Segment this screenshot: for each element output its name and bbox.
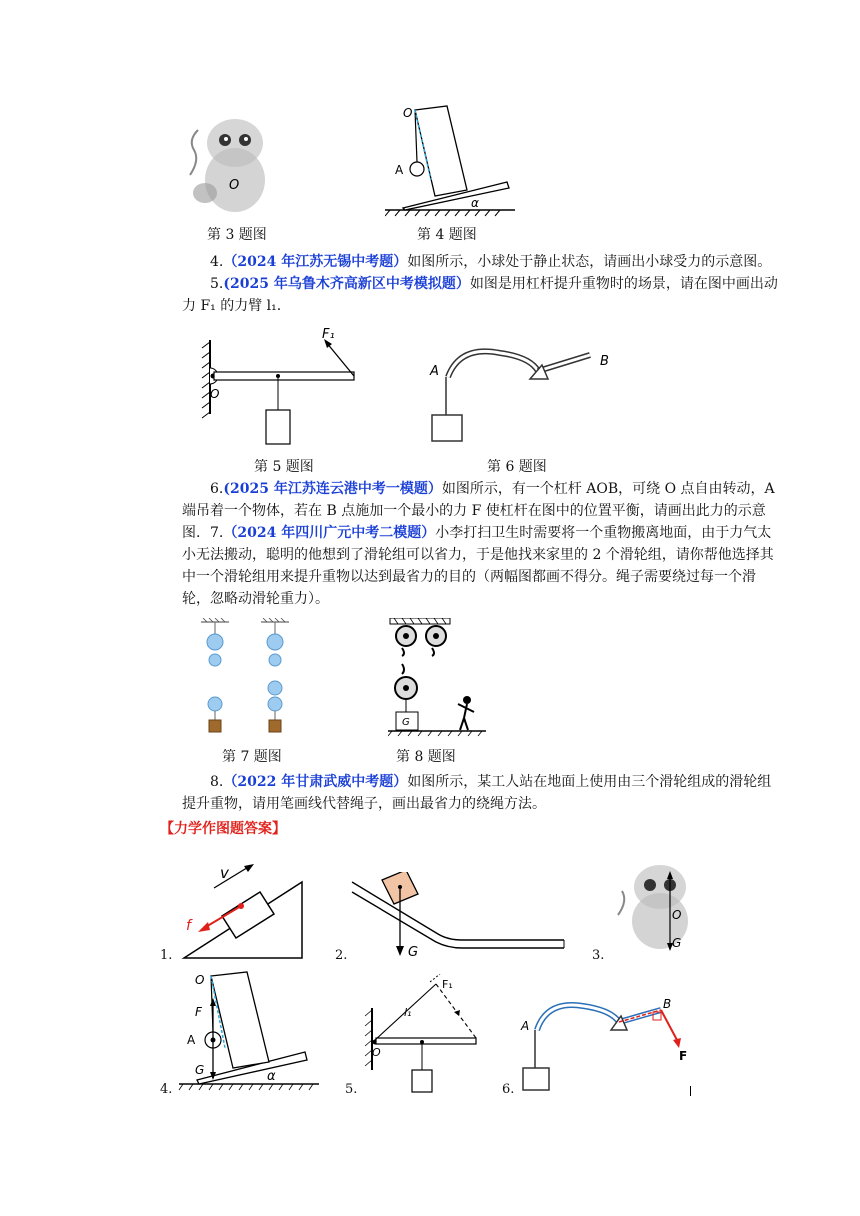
weight-g-label: G (402, 717, 410, 728)
question-source: （2024 年四川广元中考二模题） (223, 525, 436, 541)
answer-label: 6. (502, 1082, 515, 1097)
point-o-label: O (672, 908, 682, 922)
answer4-diagram (175, 970, 323, 1092)
question-number: 6. (210, 481, 224, 497)
fig8-caption: 第 8 题图 (396, 749, 456, 765)
question-5 (182, 273, 782, 317)
question-8 (182, 771, 782, 815)
question-text: 如图是用杠杆提升重物时的场景，请在图中画出动力 F₁ 的力臂 l₁. (182, 276, 778, 314)
fig5-diagram (196, 322, 366, 450)
weight-g-label: G (195, 1063, 205, 1077)
question-4 (182, 251, 782, 273)
fig5-caption: 第 5 题图 (254, 459, 314, 475)
question-text: 小李打扫卫生时需要将一个重物搬离地面，由于力气太小无法搬动，聪明的他想到了滑轮组可以省力，于是他找来家里的 2 个滑轮组，请你帮他选择其中一个滑轮组用来提升重物以达到最省力的目的（两幅图都画不得分。绳子需要绕过每一个滑轮，忽略动滑轮重力）。 (182, 525, 774, 607)
question-text: 如图所示，小球处于静止状态，请画出小球受力的示意图。 (407, 254, 772, 270)
answer-label: 3. (592, 948, 605, 963)
question-number: 8. (210, 774, 224, 790)
fig4-caption: 第 4 题图 (417, 227, 477, 243)
point-o-label: O (229, 178, 240, 193)
fig6-diagram (420, 335, 635, 445)
point-o-label: O (372, 1046, 381, 1059)
weight-g-label: G (408, 945, 419, 960)
force-f-label: F (195, 1005, 202, 1019)
fig8-diagram (388, 618, 488, 740)
fig7-diagram (195, 618, 295, 740)
question-7 (182, 522, 782, 610)
force-f-label: F (679, 1049, 688, 1063)
answer-label: 1. (160, 948, 173, 963)
fig4-diagram (385, 102, 520, 217)
answer-label: 5. (345, 1082, 358, 1097)
friction-f-label: f (186, 918, 191, 934)
arm-l1-label: l₁ (404, 1006, 412, 1019)
velocity-v-label: v (220, 864, 229, 882)
answer-label: 4. (160, 1082, 173, 1097)
question-text: 如图所示，某工人站在地面上使用由三个滑轮组成的滑轮组提升重物，请用笔画线代替绳子，画出最省力的绕绳方法。 (182, 774, 772, 812)
point-o-label: O (210, 387, 220, 401)
answer5-diagram (360, 974, 485, 1094)
weight-g-label: G (672, 936, 682, 950)
answer2-diagram (348, 872, 568, 964)
question-source: (2025 年乌鲁木齐高新区中考模拟题） (223, 276, 470, 292)
fig7-caption: 第 7 题图 (222, 749, 282, 765)
fig3-otter-image (185, 105, 280, 220)
point-b-label: B (600, 354, 609, 369)
answer3-diagram (612, 855, 702, 955)
angle-alpha-label: α (267, 1069, 276, 1084)
answer6-diagram (515, 988, 695, 1096)
question-source: （2024 年江苏无锡中考题） (223, 254, 408, 270)
question-number: 7. (210, 525, 224, 541)
answer-heading: 【力学作图题答案】 (160, 821, 286, 837)
text-cursor (690, 1086, 691, 1096)
point-a-label: A (395, 163, 404, 177)
answer-label: 2. (335, 948, 348, 963)
force-f1-label: F₁ (322, 327, 335, 342)
fig6-caption: 第 6 题图 (487, 459, 547, 475)
point-o-label: O (195, 973, 205, 987)
question-number: 4. (210, 254, 224, 270)
point-a-label: A (521, 1019, 530, 1033)
point-a-label: A (187, 1033, 196, 1047)
point-a-label: A (430, 364, 439, 379)
answer1-diagram (180, 858, 310, 960)
question-number: 5. (210, 276, 224, 292)
point-o-label: O (403, 106, 413, 120)
question-source: （2022 年甘肃武威中考题） (223, 774, 408, 790)
question-text: 如图所示，有一个杠杆 AOB，可绕 O 点自由转动，A 端吊着一个物体，若在 B 点施加一个最小的力 F 使杠杆在图中的位置平衡，请画出此力的示意图. (182, 481, 775, 541)
point-b-label: B (663, 997, 672, 1011)
fig3-caption: 第 3 题图 (207, 227, 267, 243)
force-f1-label: F₁ (442, 978, 453, 991)
question-source: (2025 年江苏连云港中考一模题） (223, 481, 442, 497)
angle-alpha-label: α (471, 196, 479, 210)
